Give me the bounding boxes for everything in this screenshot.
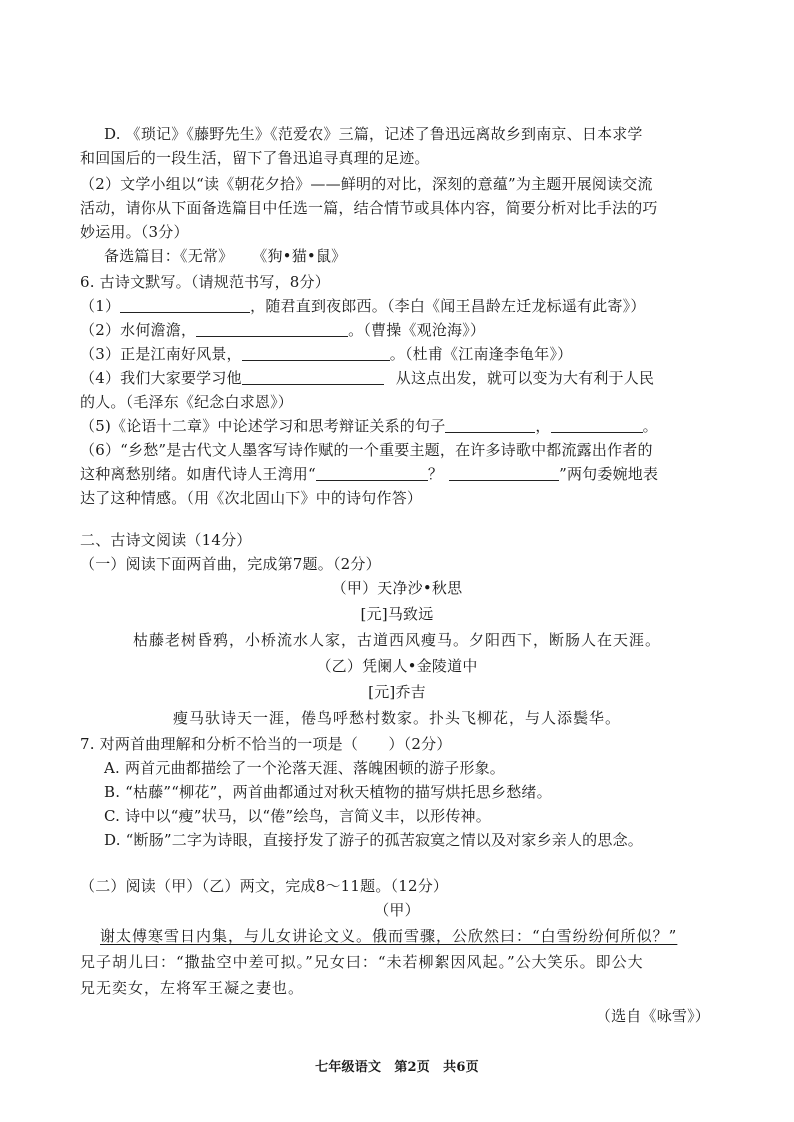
q6-item5-text: （5)《论语十二章》中论述学习和思考辩证关系的句子 xyxy=(80,417,446,435)
q6-item6-text: 这种离愁别绪。如唐代诗人王湾用“ xyxy=(80,465,316,483)
poem1-author: [元]马致远 xyxy=(360,605,434,623)
part2-title: （二）阅读（甲）（乙）两文，完成8～11题。（12分） xyxy=(80,877,449,895)
part2-jia-label: （甲） xyxy=(374,901,420,919)
q6-item4-tail: 从这点出发，就可以变为大有利于人民 xyxy=(395,369,655,387)
q6-item4-text: （4）我们大家要学习他 xyxy=(80,369,242,387)
q7-option-a: A. 两首元曲都描绘了一个沦落天涯、落魄困顿的游子形象。 xyxy=(104,759,505,777)
q5-part2-line2: 活动，请你从下面备选篇目中任选一篇，结合情节或具体内容，简要分析对比手法的巧 xyxy=(80,199,658,217)
q6-item2-blank[interactable] xyxy=(196,321,348,337)
poem2-text: 瘦马驮诗天一涯，倦鸟呼愁村数家。扑头飞柳花，与人添鬓华。 xyxy=(172,709,621,727)
part2-line1 xyxy=(100,926,677,946)
q6-item5-end: 。 xyxy=(642,417,658,435)
q6-item2-text: （2）水何澹澹， xyxy=(80,321,197,339)
q6-title: 6. 古诗文默写。（请规范书写，8分） xyxy=(80,273,330,291)
poem1-text: 枯藤老树昏鸦，小桥流水人家，古道西风瘦马。夕阳西下，断肠人在天涯。 xyxy=(132,631,661,649)
q6-item3-blank[interactable] xyxy=(242,345,390,361)
q6-item6-blank-2[interactable] xyxy=(449,465,559,481)
q6-item5 xyxy=(80,416,658,436)
q5-options-label: 备选篇目：《无常》 xyxy=(104,247,234,265)
q7-option-d: D. “断肠”二字为诗眼，直接抒发了游子的孤苦寂寞之情以及对家乡亲人的思念。 xyxy=(104,831,643,849)
q6-item6-blank-1[interactable] xyxy=(316,465,428,481)
poem2-title: （乙）凭阑人•金陵道中 xyxy=(316,657,478,675)
q6-item6-tail: ”两句委婉地表 xyxy=(559,465,659,483)
q6-item6-mid: ？ xyxy=(427,465,444,483)
q6-item4-blank[interactable] xyxy=(242,369,384,385)
q6-item2 xyxy=(80,320,485,340)
q6-item4-line2: 的人。（毛泽东《纪念白求恩》） xyxy=(80,393,294,411)
q6-item5-blank-2[interactable] xyxy=(551,417,643,433)
q6-item4 xyxy=(80,368,654,388)
q6-item2-tail: 。（曹操《观沧海》） xyxy=(348,321,486,339)
q6-item5-mid: ， xyxy=(535,417,551,435)
q6-item1-num: （1） xyxy=(80,297,121,315)
q6-item1-text: ，随君直到夜郎西。（李白《闻王昌龄左迁龙标遥有此寄》） xyxy=(250,297,646,315)
q6-item3 xyxy=(80,344,572,364)
q6-item3-tail: 。（杜甫《江南逢李龟年》） xyxy=(389,345,573,363)
poem1-title: （甲）天净沙•秋思 xyxy=(331,579,463,597)
q6-item6-line3: 达了这种情感。（用《次北固山下》中的诗句作答） xyxy=(80,489,423,507)
q7-option-b: B. “枯藤”“柳花”，两首曲都通过对秋天植物的描写烘托思乡愁绪。 xyxy=(104,783,552,801)
q6-item3-text: （3）正是江南好风景， xyxy=(80,345,242,363)
part2-line2: 兄子胡儿曰：“撒盐空中差可拟。”兄女曰：“未若柳絮因风起。”公大笑乐。即公大 xyxy=(80,953,644,971)
part2-line1-a: 谢太傅寒雪日内集，与儿女讲论文义。 xyxy=(100,927,373,945)
q7-option-c: C. 诗中以“瘦”状马，以“倦”绘鸟，言简义丰，以形传神。 xyxy=(104,807,491,825)
q5-options xyxy=(104,246,346,266)
part2-line1-b: 俄而雪骤，公欣然曰：“白雪纷纷何所似？” xyxy=(372,927,678,945)
section2-part1-title: （一）阅读下面两首曲，完成第7题。（2分） xyxy=(80,555,381,573)
q6-item1 xyxy=(80,296,646,316)
q6-item1-blank[interactable] xyxy=(120,297,250,313)
q6-item6-line2 xyxy=(80,464,658,484)
q5-options-item2: 《狗•猫•鼠》 xyxy=(252,247,347,265)
part2-line3: 兄无奕女，左将军王凝之妻也。 xyxy=(80,979,305,997)
q5-part2-line3: 妙运用。（3分） xyxy=(80,223,189,241)
q7-stem: 7. 对两首曲理解和分析不恰当的一项是（ ）（2分） xyxy=(80,735,452,753)
q5-option-d-line1: D. 《琐记》《藤野先生》《范爱农》三篇，记述了鲁迅远离故乡到南京、日本求学 xyxy=(104,125,643,143)
q6-item5-blank-1[interactable] xyxy=(445,417,535,433)
poem2-author: [元]乔吉 xyxy=(368,683,426,701)
part2-source: （选自《咏雪》） xyxy=(595,1007,710,1025)
q5-part2-line1: （2）文学小组以“读《朝花夕拾》——鲜明的对比，深刻的意蕴”为主题开展阅读交流 xyxy=(80,175,653,193)
q6-item6-line1: （6）“乡愁”是古代文人墨客写诗作赋的一个重要主题，在许多诗歌中都流露出作者的 xyxy=(80,441,653,459)
q5-option-d-line2: 和回国后的一段生活，留下了鲁迅追寻真理的足迹。 xyxy=(80,149,430,167)
page-footer: 七年级语文 第2页 共6页 xyxy=(315,1060,479,1075)
section2-title: 二、古诗文阅读（14分） xyxy=(80,531,252,549)
